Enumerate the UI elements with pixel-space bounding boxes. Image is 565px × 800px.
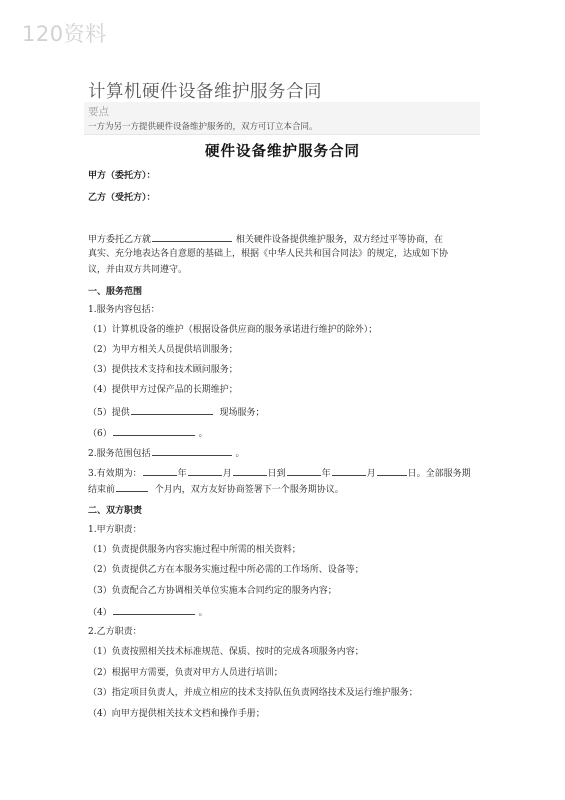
item3-line2-a: 结束前 — [88, 485, 116, 495]
blank-field[interactable] — [131, 405, 213, 415]
item3-year-1: 年 — [177, 469, 187, 479]
document-title: 计算机硬件设备维护服务合同 — [88, 82, 322, 102]
blank-field[interactable] — [113, 426, 195, 436]
section2-a-title: 1.甲方职责： — [88, 525, 142, 535]
party-a-label: 甲方（委托方）： — [88, 171, 156, 181]
blank-field[interactable] — [152, 232, 232, 242]
watermark-logo: 120资料 — [22, 22, 107, 46]
blank-field[interactable] — [287, 466, 321, 476]
section2-a3: （3）负责配合乙方协调相关单位实施本合同约定的服务内容； — [88, 586, 337, 596]
section2-b1: （1）负责按照相关技术标准规范、保质、按时的完成各项服务内容； — [88, 647, 364, 657]
section2-b3: （3）指定项目负责人，并成立相应的技术支持队伍负责网络技术及运行维护服务； — [88, 688, 418, 698]
a4-text-a: （4） — [88, 608, 112, 618]
section2-b-title: 2.乙方职责： — [88, 627, 142, 637]
summary-box — [84, 102, 480, 135]
blank-field[interactable] — [233, 466, 267, 476]
section1-item1: 1.服务内容包括： — [88, 305, 160, 315]
item3-text-a: 3.有效期为： — [88, 469, 142, 479]
blank-field[interactable] — [116, 482, 148, 492]
section2-a2: （2）负责提供乙方在本服务实施过程中所必需的工作场所、设备等； — [88, 565, 364, 575]
blank-field[interactable] — [113, 605, 195, 615]
contract-title: 硬件设备维护服务合同 — [205, 144, 360, 160]
blank-field[interactable] — [152, 446, 232, 456]
section1-item3-line1 — [88, 466, 471, 480]
section1-item3-line2 — [88, 482, 344, 496]
blank-field[interactable] — [143, 466, 177, 476]
section2-a1: （1）负责提供服务内容实施过程中所需的相关资料； — [88, 545, 301, 555]
item2-text-b: 。 — [235, 449, 245, 459]
section1-sub2: （2）为甲方相关人员提供培训服务； — [88, 345, 238, 355]
sub6-text-b: 。 — [198, 429, 208, 439]
item3-day-to: 日到 — [267, 469, 286, 479]
item3-line2-b: 个月内，双方友好协商签署下一个服务期协议。 — [154, 485, 344, 495]
item3-end: 日。全部服务期 — [407, 469, 471, 479]
section1-item2 — [88, 446, 244, 460]
sub5-text-b: 现场服务； — [219, 408, 265, 418]
blank-field[interactable] — [188, 466, 222, 476]
intro-line-3: 议，并由双方共同遵守。 — [88, 265, 188, 275]
blank-field[interactable] — [332, 466, 366, 476]
item3-month-1: 月 — [222, 469, 232, 479]
summary-title: 要点 — [88, 106, 109, 118]
item3-month-2: 月 — [366, 469, 376, 479]
section1-sub1: （1）计算机设备的维护（根据设备供应商的服务承诺进行维护的除外）； — [88, 325, 378, 335]
section2-b4: （4）向甲方提供相关技术文档和操作手册； — [88, 709, 265, 719]
summary-text: 一方为另一方提供硬件设备维护服务的，双方可订立本合同。 — [88, 122, 318, 132]
intro-line-2: 真实、充分地表达各自意愿的基础上，根据《中华人民共和国合同法》的规定，达成如下协 — [88, 249, 449, 259]
section1-sub4: （4）提供甲方过保产品的长期维护； — [88, 385, 238, 395]
item3-year-2: 年 — [321, 469, 331, 479]
section2-heading: 二、双方职责 — [88, 506, 143, 516]
section1-heading: 一、服务范围 — [88, 287, 143, 297]
a4-text-b: 。 — [198, 608, 208, 618]
section1-sub6 — [88, 426, 208, 440]
intro-text-a: 甲方委托乙方就 — [88, 235, 152, 245]
section1-sub5 — [88, 405, 264, 419]
sub6-text-a: （6） — [88, 429, 112, 439]
party-b-label: 乙方（受托方）： — [88, 193, 156, 203]
intro-line-1 — [88, 232, 443, 246]
section2-a4 — [88, 605, 208, 619]
item2-text-a: 2.服务范围包括 — [88, 449, 151, 459]
intro-text-b: 相关硬件设备提供维护服务，双方经过平等协商，在 — [235, 235, 443, 245]
sub5-text-a: （5）提供 — [88, 408, 130, 418]
section2-b2: （2）根据甲方需要，负责对甲方人员进行培训； — [88, 668, 283, 678]
section1-sub3: （3）提供技术支持和技术顾问服务； — [88, 365, 238, 375]
blank-field[interactable] — [377, 466, 407, 476]
